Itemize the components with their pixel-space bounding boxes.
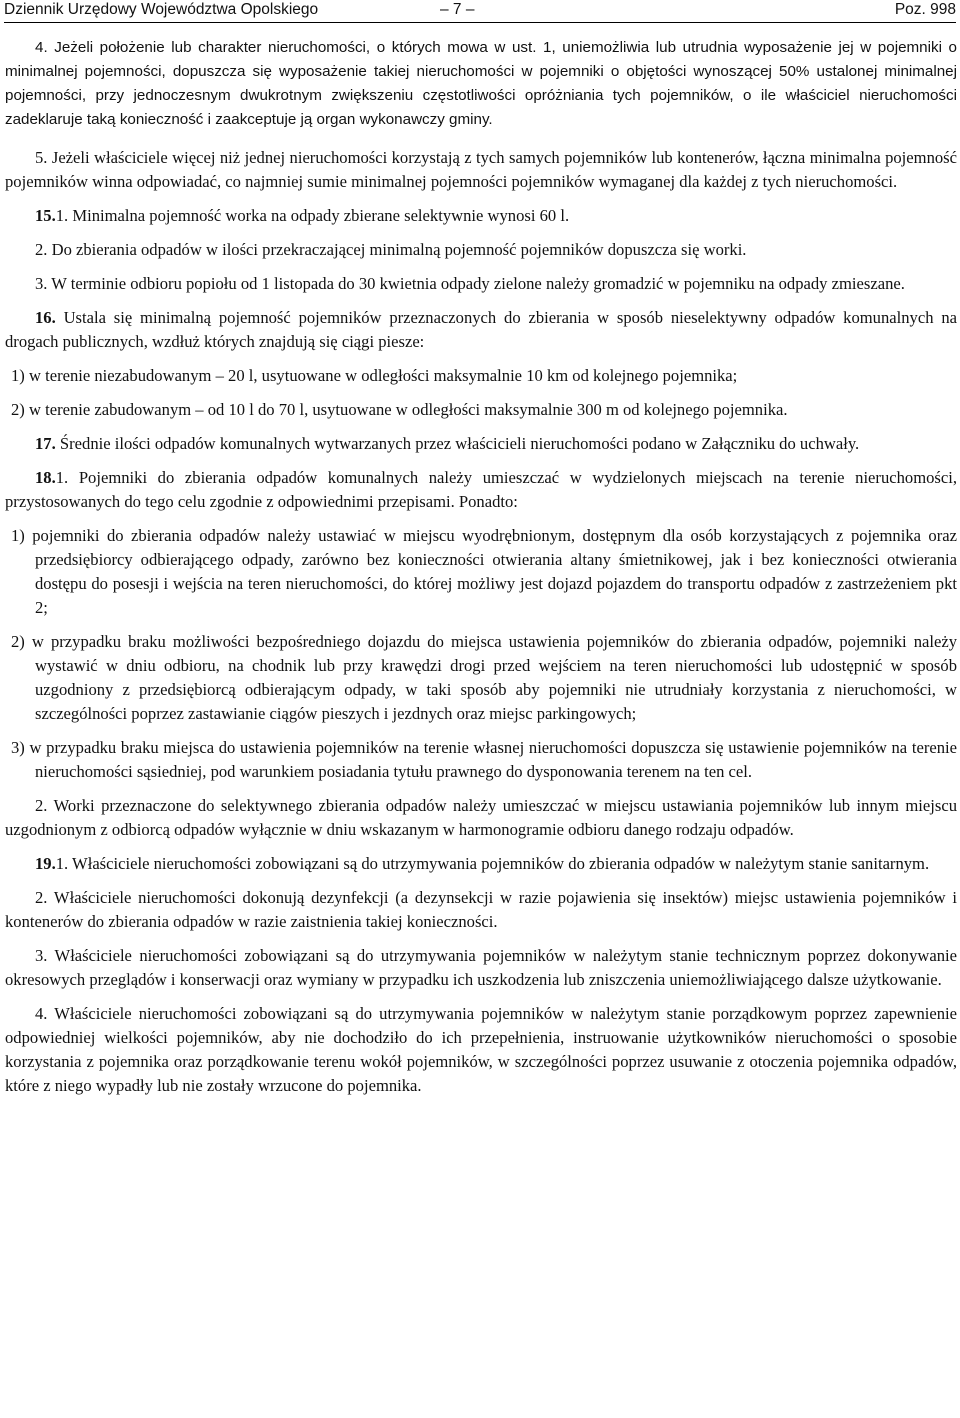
page-number: – 7 –: [440, 1, 475, 18]
section-18-number: 18.: [35, 468, 56, 487]
section-16-item-2: 2) w terenie zabudowanym – od 10 l do 70 l, usytuowane w odległości maksymalnie 300 m od kolejnego pojemnika.: [11, 400, 788, 419]
section-18-1-text: 1. Pojemniki do zbierania odpadów komunalnych należy umieszczać w wydzielonych miejscach na terenie nieruchomości, przystosowanych do tego celu zgodnie z odpowiednimi przepisami. Ponadto:: [5, 468, 957, 511]
document-body: [5, 36, 957, 1098]
section-16-text: Ustala się minimalną pojemność pojemników przeznaczonych do zbierania w sposób nieselektywny odpadów komunalnych na drogach publicznych, wzdłuż których znajdują się ciągi piesze:: [5, 308, 957, 351]
section-17-text: Średnie ilości odpadów komunalnych wytwarzanych przez właścicieli nieruchomości podano w Załączniku do uchwały.: [55, 434, 860, 453]
position-number: Poz. 998: [894, 1, 956, 18]
section-18-item-2: 2) w przypadku braku możliwości bezpośredniego dojazdu do miejsca ustawienia pojemników do zbierania odpadów, pojemniki należy wystawić w dniu odbioru, na chodnik lub przy krawędzi drogi przed wejściem na teren nieruchomości lub udostępnić w sposób uzgodniony z przedsiębiorcą odbierającym odpady, w taki sposób aby pojemniki nie utrudniały korzystania z nieruchomości, w szczególności poprzez zastawianie ciągów pieszych i jezdnych oraz miejsc parkingowych;: [11, 632, 957, 723]
section-19-3: 3. Właściciele nieruchomości zobowiązani są do utrzymywania pojemników w należytym stanie technicznym poprzez dokonywanie okresowych przeglądów i konserwacji oraz wymiany w przypadku ich uszkodzenia lub zniszczenia uniemożliwiającego dalsze użytkowanie.: [5, 946, 957, 989]
section-15-number: 15.: [35, 206, 56, 225]
section-19-1-text: 1. Właściciele nieruchomości zobowiązani są do utrzymywania pojemników do zbierania odpadów w należytym stanie sanitarnym.: [55, 854, 930, 873]
section-17-number: 17.: [35, 434, 56, 453]
section-15-2: 2. Do zbierania odpadów w ilości przekraczającej minimalną pojemność pojemników dopuszcza się worki.: [35, 240, 747, 259]
section-18-2: 2. Worki przeznaczone do selektywnego zbierania odpadów należy umieszczać w miejscu ustawiania pojemników lub innym miejscu uzgodnionym z odbiorcą odpadów wyłącznie w dniu wskazanym w harmonogramie odbioru danego rodzaju odpadów.: [5, 796, 957, 839]
paragraph-4: 4. Jeżeli położenie lub charakter nieruchomości, o których mowa w ust. 1, uniemożliwia lub utrudnia wyposażenie jej w pojemniki o minimalnej pojemności, dopuszcza się wyposażenie takiej nieruchomości w pojemniki o objętości wynoszącej 50% ustalonej minimalnej pojemności, przy jednoczesnym dwukrotnym zwiększeniu częstotliwości opróżniania tych pojemników, o ile właściciel nieruchomości zadeklaruje taką konieczność i zaakceptuje ją organ wykonawczy gminy.: [5, 39, 957, 128]
page-header: [0, 0, 960, 22]
section-19-4: 4. Właściciele nieruchomości zobowiązani są do utrzymywania pojemników w należytym stanie porządkowym poprzez zapewnienie odpowiedniej wielkości pojemników, aby nie dochodziło do ich przepełnienia, instruowanie użytkowników nieruchomości o sposobie korzystania z pojemnika oraz porządkowanie terenu wokół pojemników, w szczególności poprzez usuwanie z otoczenia pojemnika odpadów, które z niego wypadły lub nie zostały wrzucone do pojemnika.: [5, 1004, 957, 1095]
section-18-item-1: 1) pojemniki do zbierania odpadów należy ustawiać w miejscu wyodrębnionym, dostępnym dla osób korzystających z pojemnika oraz przedsiębiorcy odbierającego odpady, zarówno bez konieczności otwierania altany śmietnikowej, jak i bez konieczności otwierania dostępu do posesji i wejścia na teren nieruchomości, do której możliwy jest dojazd pojazdem do transportu odpadów z zastrzeżeniem pkt 2;: [11, 526, 957, 617]
header-rule: [4, 22, 956, 23]
section-19-1: [5, 852, 957, 876]
section-16-number: 16.: [35, 308, 56, 327]
paragraph-5: 5. Jeżeli właściciele więcej niż jednej nieruchomości korzystają z tych samych pojemników lub kontenerów, łączna minimalna pojemność pojemników winna odpowiadać, co najmniej sumie minimalnej pojemności pojemników wymaganej dla każdej z tych nieruchomości.: [5, 148, 957, 191]
section-19-2: 2. Właściciele nieruchomości dokonują dezynfekcji (a dezynsekcji w razie pojawienia się insektów) miejsc ustawienia pojemników i kontenerów do zbierania odpadów w razie zaistnienia takiej konieczności.: [5, 888, 957, 931]
section-16-item-1: 1) w terenie niezabudowanym – 20 l, usytuowane w odległości maksymalnie 10 km od kolejnego pojemnika;: [11, 366, 738, 385]
section-15-3: 3. W terminie odbioru popiołu od 1 listopada do 30 kwietnia odpady zielone należy gromadzić w pojemniku na odpady zmieszane.: [35, 274, 905, 293]
section-16: [5, 306, 957, 354]
section-18-1: [5, 466, 957, 514]
section-15-1: [5, 204, 957, 228]
section-18-item-3: 3) w przypadku braku miejsca do ustawienia pojemników na terenie własnej nieruchomości dopuszcza się ustawienie pojemników na terenie nieruchomości sąsiedniej, pod warunkiem posiadania tytułu prawnego do dysponowania terenem na ten cel.: [11, 738, 957, 781]
section-15-1-text: 1. Minimalna pojemność worka na odpady zbierane selektywnie wynosi 60 l.: [55, 206, 570, 225]
section-19-number: 19.: [35, 854, 56, 873]
section-17: [5, 432, 957, 456]
journal-title: Dziennik Urzędowy Województwa Opolskiego: [4, 1, 319, 18]
